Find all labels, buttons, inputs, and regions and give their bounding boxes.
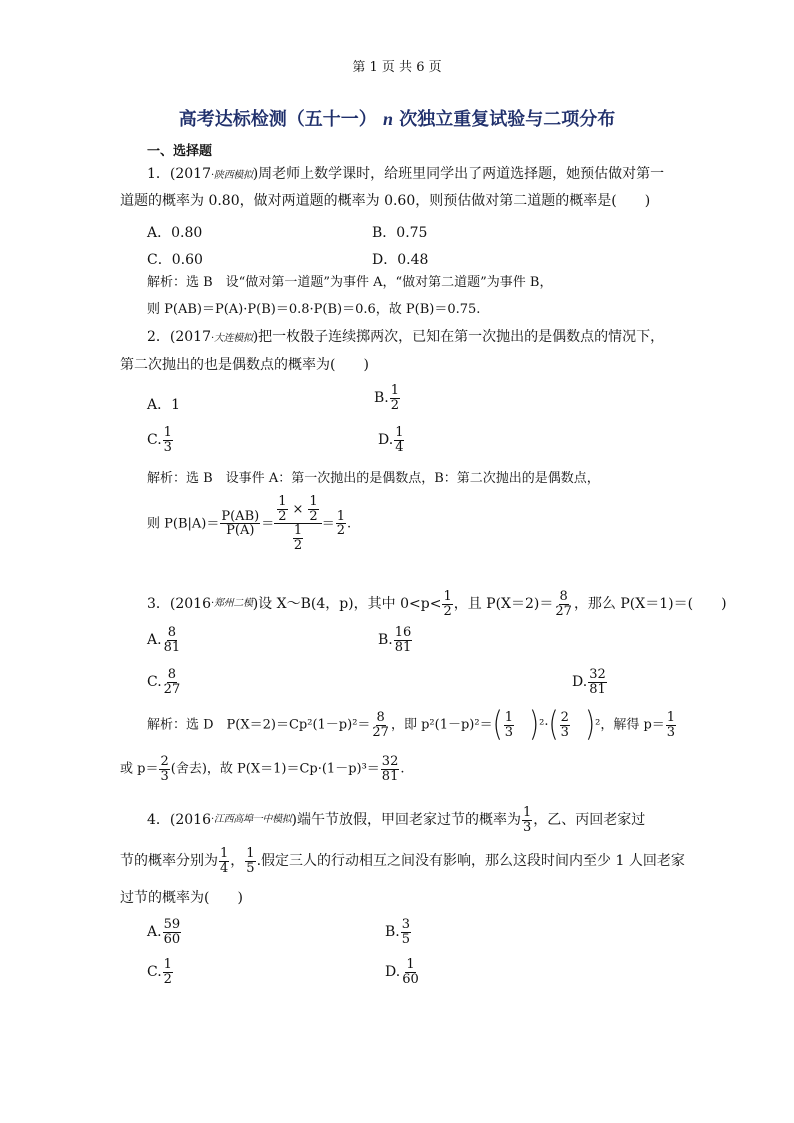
q2-line1 [147,330,664,344]
fraction-numerator: 1 [406,957,415,972]
fraction-numerator: 8 [376,710,385,725]
q4-option-c [147,958,174,986]
q3-option-c [147,668,182,696]
q1-option-d: D．0.48 [372,252,429,268]
q3-option-a-label: A. [147,632,162,649]
q3-solution-c: ，即 p²(1－p)²＝ [390,717,493,733]
q2-option-c-label: C. [147,432,162,449]
fraction-denominator: 81 [394,639,412,655]
q3-option-c-label: C. [147,674,162,691]
q4-option-c-fraction [163,958,173,986]
q3-p2-fraction [554,590,573,618]
q4-option-a-fraction [163,918,182,946]
q2-option-d-fraction [394,426,404,454]
fraction-numerator: 8 [167,667,177,682]
q3-half [442,590,452,618]
q4-stem-b: ，乙、丙回老家过 [533,812,646,829]
q4-line1 [147,806,645,834]
q2-option-c [147,426,174,454]
q4-option-a-label: A. [147,924,162,941]
fraction-denominator: 27 [372,724,389,740]
fraction-numerator: 1 [246,846,255,861]
q4-source: ·江西高埠一中模拟 [211,814,292,826]
q3-stem-c: ，那么 P(X＝1)＝( ) [573,596,727,613]
fraction-denominator: 2 [443,603,452,619]
q4-option-c-label: C. [147,964,162,981]
q4-line2 [120,847,685,875]
fraction-numerator: 8 [559,589,568,604]
left-paren: ( [548,705,559,745]
q2-number: 2．(2017 [147,329,211,345]
q2-option-d-label: D. [378,432,394,449]
fraction-denominator: 3 [522,819,532,835]
fraction-denominator: 3 [160,768,169,784]
fraction-numerator: 8 [167,625,176,640]
q3-option-a [147,626,182,654]
q2-line2: 第二次抛出的也是偶数点的概率为( ) [120,357,369,373]
fraction-denominator: 4 [220,860,229,876]
q3-solution-inner-fraction-2 [560,711,570,739]
fraction-numerator: 32 [589,667,606,682]
fraction-denominator: 3 [560,724,569,740]
q1-stem: )周老师上数学课时，给班里同学出了两道选择题，她预估做对第一 [252,166,665,182]
q4-option-b-label: B. [385,924,400,941]
q1-line1 [147,167,664,181]
compound-numerator [274,495,321,524]
q3-solution-fraction [371,711,390,739]
q4-fraction-1 [522,806,532,834]
q3-option-d [572,668,608,696]
q4-option-b-fraction [401,918,411,946]
fraction-numerator: 1 [278,494,287,509]
fraction-numerator: 3 [401,917,411,932]
right-paren: ) [529,705,540,745]
q1-source: ·陕西模拟 [211,170,253,181]
document-title [0,105,794,131]
q3-stem [147,590,727,618]
q3-solution-b: p²(1－p)²＝ [298,717,371,733]
fraction-denominator: 27 [163,681,181,697]
q2-option-c-fraction [163,426,173,454]
comma: ， [230,853,245,870]
q3-solution2-result [381,755,400,783]
q3-option-b-fraction [394,626,413,654]
times-sign: × [292,501,304,517]
fraction-numerator: 1 [163,957,172,972]
fraction-denominator: 5 [401,931,411,947]
fraction-numerator: 1 [163,425,172,440]
q1-solution-line2: 则 P(AB)＝P(A)·P(B)＝0.8·P(B)＝0.6，故 P(B)＝0.75. [147,302,481,317]
q3-solution-line1 [147,705,677,745]
q4-fraction-3 [245,847,255,875]
fraction-numerator: 2 [560,710,569,725]
fraction-numerator: 32 [381,754,399,769]
q3-solution2-c: p·(1－p)³＝ [309,761,380,777]
fraction-numerator: 1 [666,710,676,725]
fraction-numerator: 1 [395,425,404,440]
q3-solution2-b: (舍去)，故 P(X＝1)＝C [170,761,310,777]
q3-solution-p [666,711,676,739]
fraction-denominator: 2 [336,523,345,539]
q4-line2-b: .假定三人的行动相互之间没有影响，那么这段时间内至少 1 人回老家 [256,853,685,870]
period: . [346,516,352,532]
title-suffix: 次独立重复试验与二项分布 [399,109,616,130]
q4-option-b [385,918,412,946]
fraction-denominator: 3 [666,724,676,740]
page-counter: 第 1 页 共 6 页 [352,60,442,75]
q2-option-b [374,384,401,412]
fraction-denominator: 2 [293,537,303,553]
fraction-denominator: 2 [390,397,400,413]
q3-solution2-fraction [159,755,169,783]
q3-solution-line2 [120,755,404,783]
q4-stem-a: )端午节放假，甲回老家过节的概率为 [291,812,521,829]
fraction-denominator: 27 [555,603,572,619]
q3-option-b [378,626,413,654]
q3-stem-b: ，且 P(X＝2)＝ [453,596,554,613]
q3-option-d-label: D. [572,674,588,691]
q1-option-b: B．0.75 [372,225,428,241]
q3-solution-d: ²· [539,717,549,733]
fraction-numerator: 1 [309,494,318,509]
q2-solution-line2 [147,495,351,553]
q3-solution-e: ²，解得 p＝ [595,717,665,733]
q2-solution-equals-2: ＝ [321,516,335,532]
q4-fraction-2 [219,847,229,875]
section-heading: 一、选择题 [147,144,213,159]
q1-solution-line1: 解析：选 B 设“做对第一道题”为事件 A，“做对第二道题”为事件 B， [147,275,553,290]
q1-line2: 道题的概率为 0.80，做对两道题的概率为 0.60，则预估做对第二道题的概率是( ) [120,193,651,209]
fraction-denominator: 3 [504,724,514,740]
q3-source: ·郑州二模 [211,598,253,610]
q2-solution-compound-fraction [274,495,321,553]
q3-stem-a: )设 X～B(4，p)，其中 0<p< [252,596,442,613]
fraction-numerator: 1 [504,710,514,725]
q1-number: 1．(2017 [147,166,211,182]
fraction-denominator: 5 [246,860,255,876]
left-paren: ( [492,705,503,745]
fraction-numerator: P(AB) [221,508,260,524]
q4-option-d-fraction [401,958,420,986]
q4-line3: 过节的概率为( ) [120,890,243,906]
q2-option-d [378,426,405,454]
q2-option-b-fraction [390,384,400,412]
fraction-numerator: 59 [163,917,181,932]
q3-solution-inner-fraction-1 [504,711,514,739]
q2-source: ·大连模拟 [211,333,253,344]
q2-solution-prefix: 则 P(B|A)＝ [147,516,220,532]
fraction-denominator: 3 [163,439,172,455]
q2-solution-line1: 解析：选 B 设事件 A：第一次抛出的是偶数点，B：第二次抛出的是偶数点， [147,471,600,486]
fraction-denominator: 81 [589,681,606,697]
fraction-numerator: 1 [220,846,229,861]
q3-number: 3．(2016 [147,596,211,613]
q4-option-d-label: D. [385,964,401,981]
period: . [400,761,405,777]
title-variable: n [382,109,393,129]
fraction-denominator: 81 [163,639,181,655]
fraction-denominator: 2 [163,971,172,987]
fraction-numerator: 1 [443,589,452,604]
right-paren: ) [584,705,596,745]
fraction-denominator: 2 [278,508,287,524]
q4-number: 4．(2016 [147,812,211,829]
fraction-denominator: P(A) [226,523,255,539]
q2-solution-result [336,510,346,538]
fraction-denominator: 4 [395,439,404,455]
fraction-numerator: 1 [293,523,303,539]
q1-option-c: C．0.60 [147,252,203,268]
q2-stem: )把一枚骰子连续掷两次，已知在第一次抛出的是偶数点的情况下， [252,329,665,345]
q3-solution2-a: 或 p＝ [120,761,159,777]
fraction-denominator: 2 [309,508,318,524]
q3-option-a-fraction [163,626,182,654]
q1-option-a: A．0.80 [147,225,203,241]
q3-solution-a: 解析：选 D P(X＝2)＝C [147,717,299,733]
q3-option-b-label: B. [378,632,393,649]
fraction-numerator: 1 [336,508,345,524]
fraction-numerator: 1 [522,805,532,820]
fraction-denominator: 81 [381,768,399,784]
q3-option-d-fraction [588,668,607,696]
fraction-numerator: 16 [394,625,412,640]
fraction-numerator: 1 [390,383,400,398]
compound-denominator [290,524,306,552]
q4-option-d [385,958,421,986]
q3-option-c-fraction [163,668,182,696]
fraction-denominator: 60 [163,931,181,947]
q2-solution-fraction-1 [220,510,260,538]
fraction-numerator: 2 [160,754,169,769]
q2-solution-equals: ＝ [261,516,275,532]
fraction-denominator: 60 [402,971,419,987]
title-prefix: 高考达标检测（五十一） [178,109,377,130]
q2-option-b-label: B. [374,390,389,407]
q4-option-a [147,918,182,946]
q2-option-a: A．1 [147,397,181,413]
q4-line2-a: 节的概率分别为 [120,853,218,870]
